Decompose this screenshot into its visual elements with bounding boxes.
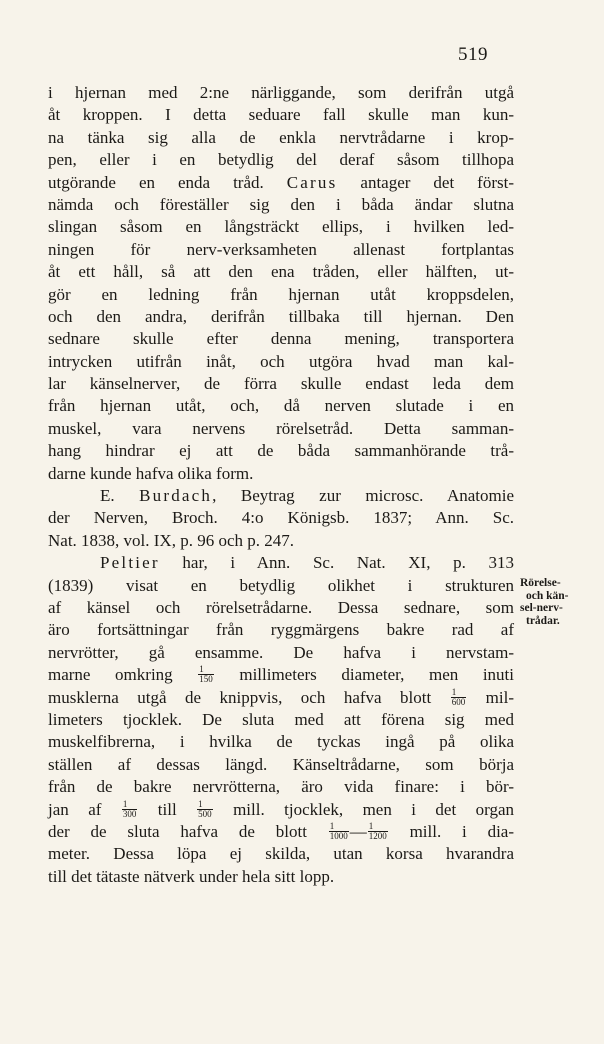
text-line: ställen af dessas längd. Känseltrådarne, som börja <box>48 754 514 774</box>
text-line: nämda och föreställer sig den i båda ändar slutna <box>48 194 514 214</box>
text-line: af känsel och rörelsetrådarne. Dessa sednare, som <box>48 597 514 617</box>
text-line: marne omkring $\frac{1}{150}$ millimeters diameter, men inuti <box>48 664 514 685</box>
text-line: äro fortsättningar från ryggmärgens bakre rad af <box>48 620 514 640</box>
author-name-burdach: Burdach <box>139 486 213 506</box>
text-line: ningen för nerv-verksamheten allenast fortplantas <box>48 239 514 259</box>
fraction: $\frac{1}{1000}$ <box>329 820 348 841</box>
text-line: Peltier har, i Ann. Sc. Nat. XI, p. 313 <box>100 553 514 573</box>
text-line: der de sluta hafva de blott $\frac{1}{1000}$ — $\frac{1}{1200}$ mill. i dia- <box>48 820 515 841</box>
text-line: (1839) visat en betydlig olikhet i strukturen <box>48 575 514 595</box>
author-name-carus: Carus <box>286 172 338 192</box>
text-line: sednare skulle efter denna mening, transportera <box>48 329 514 349</box>
text-line: från de bakre nervrötterna, äro vida finare: i bör- <box>48 777 514 797</box>
text-line: i hjernan med 2:ne närliggande, som derifrån utgå <box>48 83 514 102</box>
text-line: åt ett håll, så att den ena tråden, eller hälften, ut- <box>48 262 514 282</box>
margin-note <box>520 577 600 627</box>
text-line: jan af $\frac{1}{300}$ till $\frac{1}{500}$ mill. tjocklek, men i det organ <box>48 798 515 819</box>
author-name-peltier: Peltier <box>100 553 160 573</box>
text-line: åt kroppen. I detta seduare fall skulle man kun- <box>48 105 514 125</box>
text-line: darne kunde hafva olika form. <box>48 463 254 483</box>
margin-note-line: trådar. <box>526 614 560 627</box>
text-line: na tänka sig alla de enkla nervtrådarne i krop- <box>48 127 514 147</box>
fraction: $\frac{1}{300}$ <box>122 798 137 819</box>
text-line: musklerna utgå de knippvis, och hafva blott $\frac{1}{600}$ mil- <box>48 686 514 707</box>
text-line: intrycken utifrån inåt, och utgöra hvad man kal- <box>48 351 514 371</box>
text-line: der Nerven, Broch. 4:o Königsb. 1837; Ann. Sc. <box>48 508 514 528</box>
fraction: $\frac{1}{600}$ <box>451 686 466 707</box>
margin-note-line: Rörelse- <box>520 577 561 589</box>
text-line: från hjernan utåt, och, då nerven slutade i en <box>48 396 514 416</box>
text-line: utgörande en enda tråd. Carus antager det först- <box>48 172 514 192</box>
text-line: hang hindrar ej att de båda sammanhörande trå- <box>48 441 514 461</box>
margin-note-line: och kän- <box>526 589 569 602</box>
text-line: muskelfibrerna, i hvilka de tyckas ingå på olika <box>48 732 514 752</box>
fraction: $\frac{1}{1200}$ <box>368 820 387 841</box>
text-line: E. Burdach, Beytrag zur microsc. Anatomie <box>100 486 514 506</box>
text-line: och den andra, derifrån tillbaka till hjernan. Den <box>48 306 514 326</box>
text-line: gör en ledning från hjernan utåt kroppsdelen, <box>48 284 514 304</box>
text-line: lar känselnerver, de förra skulle endast leda dem <box>48 374 514 394</box>
text-line: slingan såsom en långsträckt ellips, i hvilken led- <box>48 217 514 237</box>
text-line: till det tätaste nätverk under hela sitt lopp. <box>48 866 335 886</box>
page-number: 519 <box>458 44 488 65</box>
text-line: nervrötter, gå ensamme. De hafva i nervstam- <box>48 642 514 662</box>
margin-note-line: sel-nerv- <box>520 602 563 614</box>
text-line: limeters tjocklek. De sluta med att förena sig med <box>48 709 514 729</box>
text-line: pen, eller i en betydlig del deraf såsom tillhopa <box>48 150 514 170</box>
fraction: $\frac{1}{150}$ <box>199 664 213 685</box>
text-line: Nat. 1838, vol. IX, p. 96 och p. 247. <box>48 530 295 550</box>
text-line: meter. Dessa löpa ej skilda, utan korsa hvarandra <box>48 844 514 864</box>
fraction: $\frac{1}{500}$ <box>198 798 212 819</box>
body-text <box>48 82 514 888</box>
text-line: muskel, vara nervens rörelsetråd. Detta samman- <box>48 418 514 438</box>
